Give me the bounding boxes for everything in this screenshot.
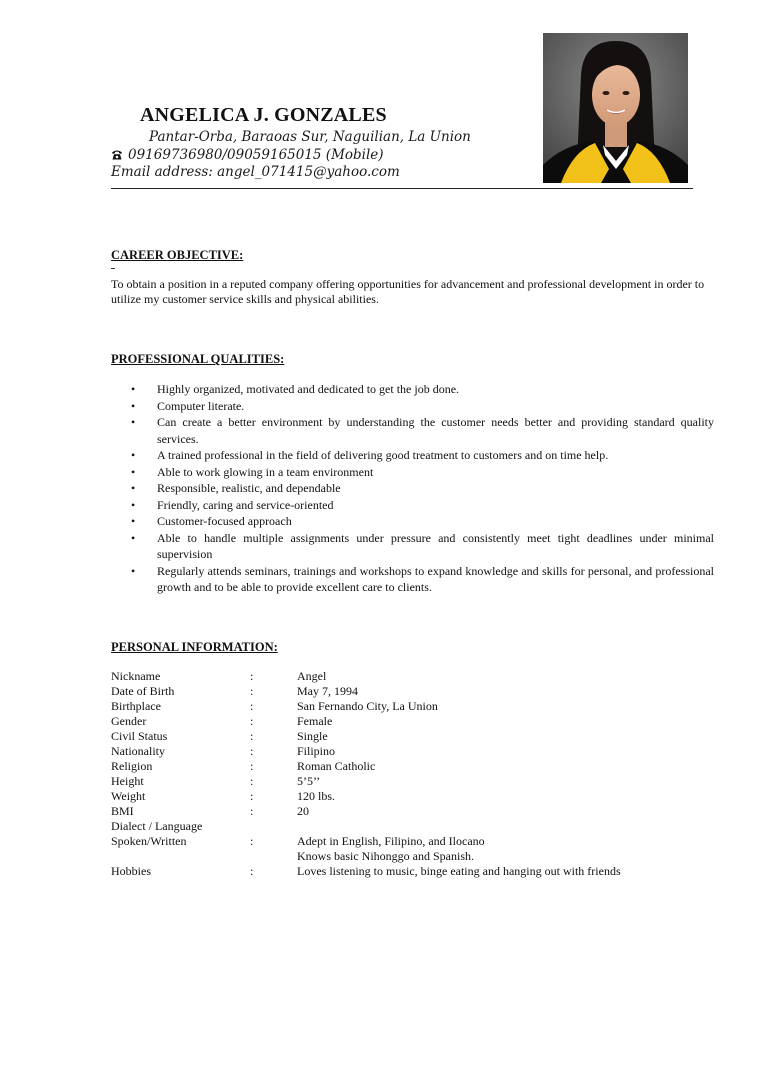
qualities-list [111, 381, 714, 596]
bullet-icon: • [131, 497, 136, 512]
info-row-spoken-written-continued: Knows basic Nihonggo and Spanish. [297, 849, 474, 863]
bullet-icon: • [131, 398, 136, 413]
email-line: Email address: angel_071415@yahoo.com [111, 164, 400, 180]
info-row-dialect-language: Dialect / Language [111, 819, 203, 833]
info-row-nationality: Nationality : Filipino [111, 744, 336, 758]
telephone-icon [111, 149, 123, 160]
list-item: • Able to work glowing in a team environment [131, 464, 374, 479]
bullet-icon: • [131, 514, 136, 528]
phone-number: 09169736980/09059165015 (Mobile) [128, 147, 384, 163]
info-row-weight: Weight : 120 lbs. [111, 789, 336, 803]
header-divider [111, 188, 693, 189]
list-item: • Customer-focused approach [131, 514, 292, 528]
bullet-icon: • [131, 530, 136, 545]
list-item: • Friendly, caring and service-oriented [131, 497, 334, 512]
profile-photo [543, 33, 688, 183]
info-row-spoken-written: Spoken/Written : Adept in English, Filipino, and Ilocano [111, 834, 485, 848]
underline-mark [111, 268, 115, 269]
info-row-birthplace: Birthplace : San Fernando City, La Union [111, 699, 438, 713]
list-item: • A trained professional in the field of delivering good treatment to customers and on time help. [131, 448, 609, 462]
info-row-hobbies: Hobbies : Loves listening to music, binge eating and hanging out with friends [111, 864, 621, 878]
bullet-icon: • [131, 481, 136, 495]
list-item: • Can create a better environment by understanding the customer needs better and providing standard quality services. [131, 415, 714, 446]
address-line: Pantar-Orba, Baraoas Sur, Naguilian, La Union [149, 129, 471, 145]
personal-information-heading: PERSONAL INFORMATION: [111, 640, 278, 654]
info-row-nickname: Nickname : Angel [111, 669, 327, 683]
list-item: • Highly organized, motivated and dedicated to get the job done. [131, 382, 460, 396]
professional-qualities-heading: PROFESSIONAL QUALITIES: [111, 352, 285, 366]
info-row-gender: Gender : Female [111, 714, 333, 728]
bullet-icon: • [131, 448, 136, 462]
bullet-icon: • [131, 415, 136, 429]
list-item: • Able to handle multiple assignments under pressure and consistently meet tight deadlines under minimal supervision [131, 530, 714, 561]
phone-line [111, 147, 384, 163]
bullet-icon: • [131, 382, 136, 396]
career-objective-text: To obtain a position in a reputed company offering opportunities for advancement and professional development in order to utilize my customer service skills and physical abilities. [111, 277, 705, 306]
info-row-civil-status: Civil Status : Single [111, 729, 328, 743]
list-item: • Regularly attends seminars, trainings and workshops to expand knowledge and skills for personal, and professional growth and to be able to provide excellent care to clients. [131, 563, 714, 594]
info-row-religion: Religion : Roman Catholic [111, 759, 376, 773]
info-row-bmi: BMI : 20 [111, 804, 309, 818]
career-objective-heading: CAREER OBJECTIVE: [111, 248, 244, 262]
personal-info-table [111, 669, 711, 879]
bullet-icon: • [131, 464, 136, 479]
bullet-icon: • [131, 563, 136, 578]
applicant-name: ANGELICA J. GONZALES [140, 104, 387, 126]
list-item: • Computer literate. [131, 398, 245, 413]
info-row-date-of-birth: Date of Birth : May 7, 1994 [111, 684, 358, 698]
list-item: • Responsible, realistic, and dependable [131, 481, 341, 495]
info-row-height: Height : 5’5’’ [111, 774, 321, 788]
